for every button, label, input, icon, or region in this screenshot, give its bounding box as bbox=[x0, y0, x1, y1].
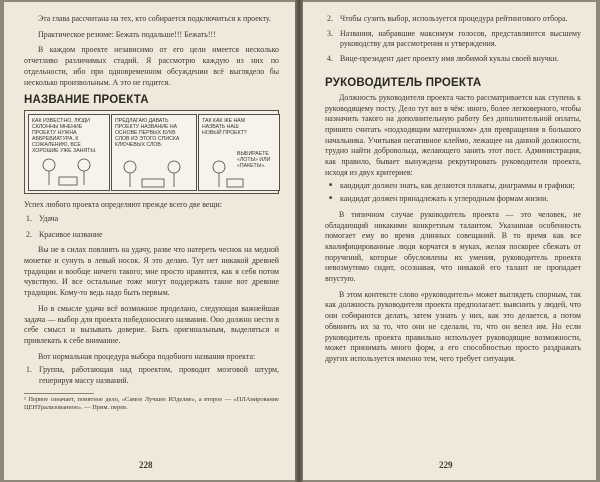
comic-speech: ТАК КАК ЖЕ НАМ НАЗВАТЬ НАШ НОВЫЙ ПРОЕКТ? bbox=[202, 118, 247, 137]
paragraph: Вы не в силах повлиять на удачу, разве что натереть чеснок на медной монетке и сунуть в левый носок. Я это делаю. Тут нет никакой древней традиции и вообще ничего такого; мне просто нравится, как я себя потом чувствую. И все остальные тоже могут поддержать такие вот древние традиции. Кому-то ведь надо быть первым. bbox=[24, 245, 279, 298]
paragraph: Вот нормальная процедура выбора подобного названия проекта: bbox=[38, 351, 256, 361]
list-item: 3. Названия, набравшие максимум голосов, представляются высшему руководству для рассмотрения и утверждения. bbox=[327, 28, 581, 49]
list-item: 1. Удача bbox=[26, 213, 59, 223]
comic-panel-2 bbox=[111, 114, 197, 191]
practical-resume: Практическое резюме: Бежать подальше!!! Бежать!!! bbox=[38, 29, 216, 39]
list-item: 2. Чтобы сузить выбор, используется процедура рейтингового отбора. bbox=[327, 14, 568, 23]
success-line: Успех любого проекта определяют прежде всего две вещи: bbox=[24, 200, 222, 210]
comic-strip bbox=[24, 110, 279, 194]
paragraph: Должность руководителя проекта часто рассматривается как ступень к руководящему посту. Дело тут вот в чём: иного, более легковерного, чтобы назначить такого на дополнительную работу без дополнительной оплаты, принято считать «подходящим материалом» для превращения в большого начальника. Учитывая негативное клеймо, лежащее на данной должности, трудно найти добровольца, желающего занять этот пост. Администрация, как правило, бывает вынуждена рекрутировать руководителя проекта, исходя из двух критериев: bbox=[325, 92, 581, 177]
book-gutter bbox=[295, 0, 303, 482]
paragraph: Но в смысле удачи всё возможное проделано, следующая важнейшая задача — выбор для проекта победоносного названия. Оно должно нести в себе смысл и вызывать доверие. Быть оригинальным, выделяться и привлекать к себе внимание. bbox=[24, 303, 279, 345]
list-item: ■ кандидат должен принадлежать к углеродным формам жизни. bbox=[329, 194, 549, 204]
comic-speech: КАК ИЗВЕСТНО, ЛЮДИ СКЛОННЫ МНЕНИЕ ПРОЕКТУ НУЖНА АББРЕВИАТУРА. К СОЖАЛЕНИЮ, ВСЕ ХОРОШИЕ УЖЕ ЗАНЯТЫ. bbox=[32, 118, 97, 155]
comic-speech: ВЫБИРАЕТЕ «ЛОТЫ» ИЛИ «ПАКЕТЫ». bbox=[237, 151, 271, 170]
comic-figures-icon bbox=[29, 115, 109, 190]
left-page bbox=[4, 2, 295, 480]
list-item: 1. Группа, работающая над проектом, проводит мозговой штурм, генерируя массу названий. bbox=[26, 365, 279, 386]
section-title: НАЗВАНИЕ ПРОЕКТА bbox=[24, 94, 149, 107]
comic-panel-3 bbox=[198, 114, 280, 191]
intro-text: Эта глава рассчитана на тех, кто собирается подключиться к проекту. bbox=[38, 14, 271, 23]
list-item: ■ кандидат должен знать, как делаются плакаты, диаграммы и графики; bbox=[329, 181, 575, 191]
page-number: 228 bbox=[139, 460, 153, 470]
comic-panel-1 bbox=[28, 114, 110, 191]
paragraph: В каждом проекте независимо от его цели имеется несколько отчетливо различимых стадий. Я рассмотрю каждую из них по отдельности, ибо при одновременном обсуждении всё выглядело бы несколько произвольным. А это не годится. bbox=[24, 45, 279, 87]
procedure-list bbox=[325, 14, 581, 65]
comic-figures-icon bbox=[199, 115, 279, 190]
comic-figures-icon bbox=[112, 115, 196, 190]
procedure-list bbox=[24, 365, 279, 386]
right-page bbox=[303, 2, 596, 480]
paragraph: В типичном случае руководитель проекта — это человек, не обладающий никакими конкретным талантом. Указанная особенность помогает ему во время длинных совещаний. В то время как все квалифицированные люди корчатся в муках, желая поскорее сбежать от поручений, которые обусловлены их умения, руководитель проекта невозмутимо сидит, осознавая, что никакой его талант не пропадает впустую. bbox=[325, 209, 581, 284]
page-number: 229 bbox=[439, 460, 453, 470]
criteria-list bbox=[325, 181, 581, 204]
factor-list bbox=[24, 214, 279, 240]
section-title: РУКОВОДИТЕЛЬ ПРОЕКТА bbox=[325, 76, 482, 89]
comic-speech: ПРЕДЛАГАЮ ДАВАТЬ ПРОЕКТУ НАЗВАНИЕ НА ОСНОВЕ ПЕРВЫХ БУКВ СЛОВ ИЗ ЭТОГО СПИСКА КЛЮЧЕВЫХ СЛОВ. bbox=[115, 118, 180, 149]
paragraph: В этом контексте слово «руководитель» может выглядеть спорным, так как должность руководителя проекта предполагает: выяснить у людей, что они собираются делать, затем узнать у них, как это делается, а потом обвинить их за то, что они не сделали, то, что он велел им. Но если руководитель проекта правильно использует руководящие возможности, может принимать много форм, а его способностью просто раздражать других используется именно тем, чего требует ситуация. bbox=[325, 289, 581, 363]
list-item: 4. Вице-президент дает проекту имя любимой куклы своей внучки. bbox=[327, 54, 559, 64]
list-item: 2. Красивое название bbox=[26, 229, 103, 239]
footnote: ¹ Первое означает, понятное дело, «Самое Лучшее ИЗделие», а второе — «ПЛАнирование ЦЕНТрализованное». — Прим. перев. bbox=[24, 395, 279, 411]
